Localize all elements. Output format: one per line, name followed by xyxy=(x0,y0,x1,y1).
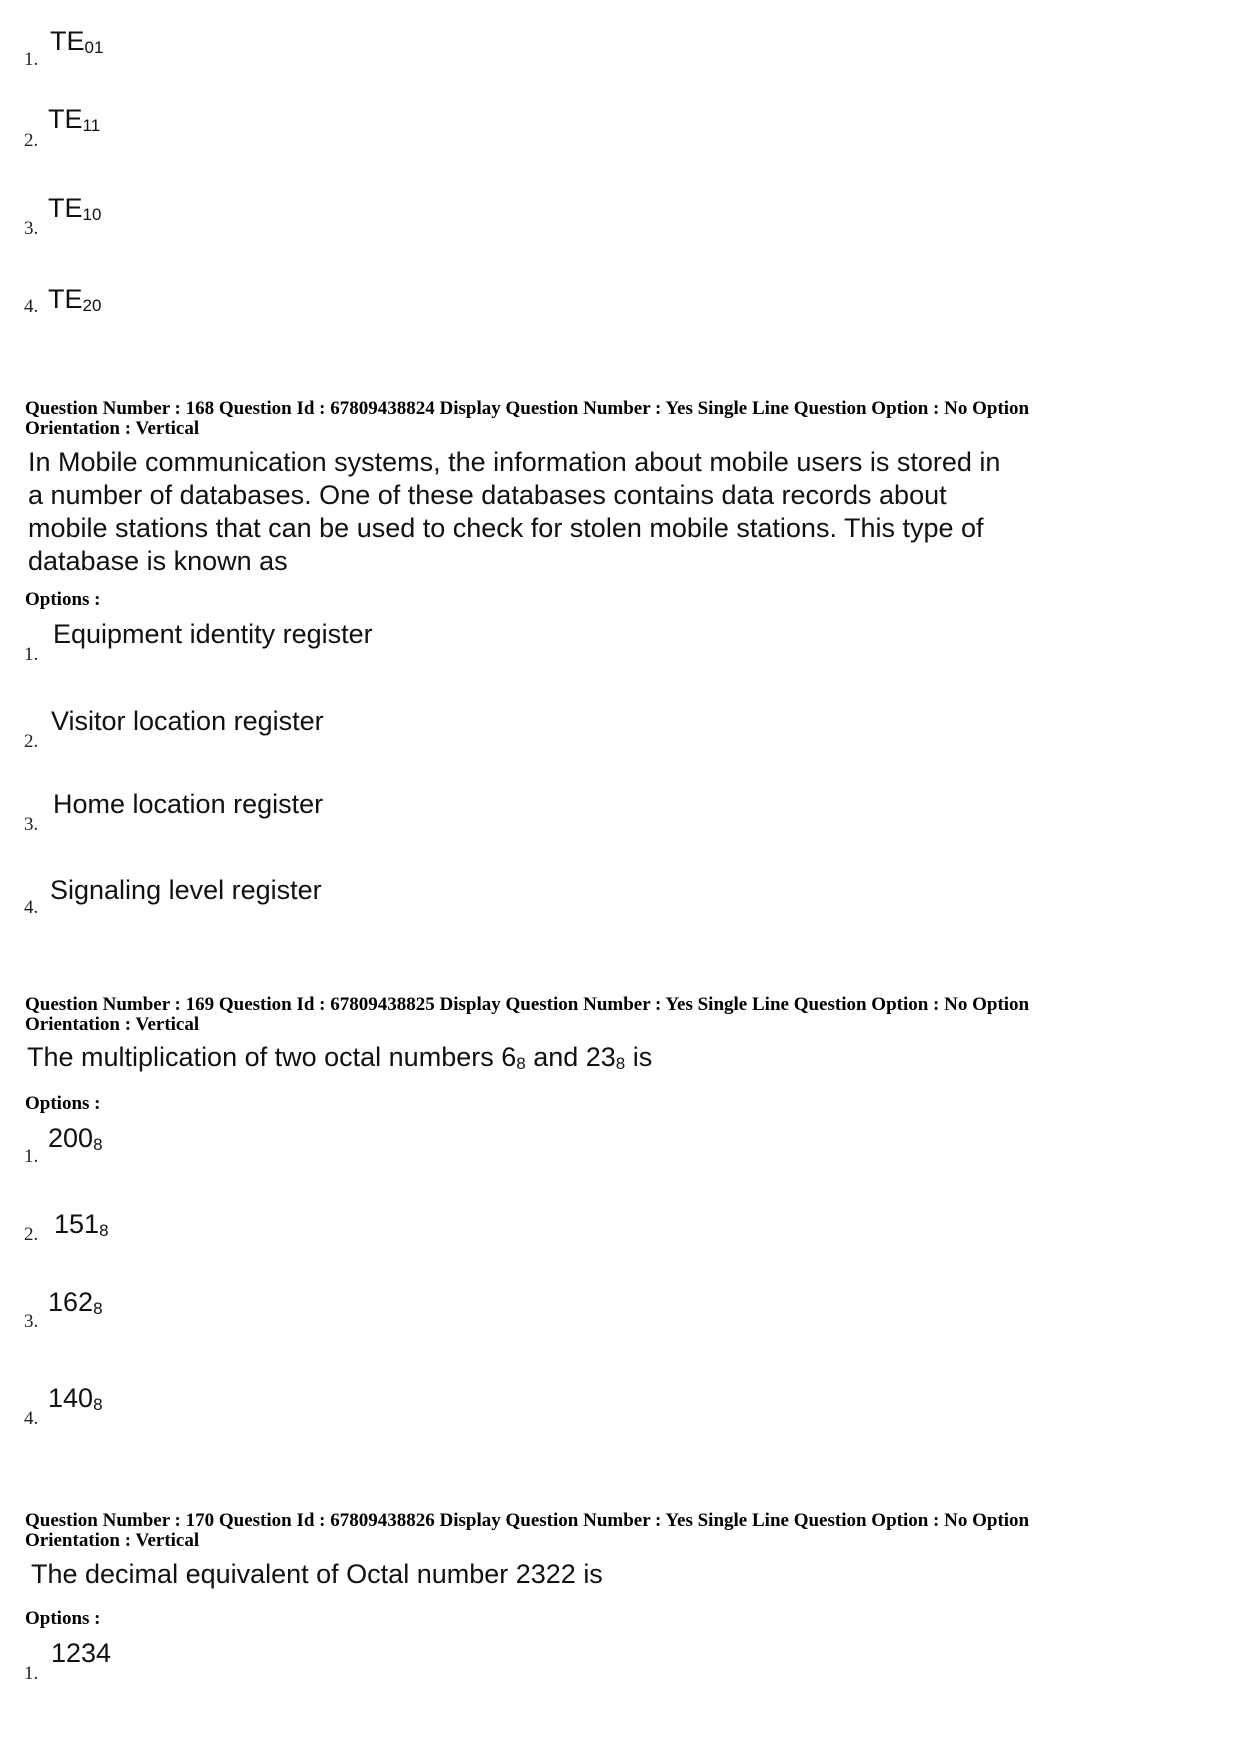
option-3[interactable]: Home location register xyxy=(53,789,324,819)
options-label: Options : xyxy=(25,589,101,610)
meta-line: Orientation : Vertical xyxy=(25,418,200,439)
question-meta xyxy=(25,399,1029,439)
question-text-line: database is known as xyxy=(28,546,288,576)
question-text-line: In Mobile communication systems, the information about mobile users is stored in xyxy=(28,447,1001,477)
option-number: 2. xyxy=(24,1224,39,1245)
question-meta xyxy=(25,995,1029,1035)
meta-line: Orientation : Vertical xyxy=(25,1530,200,1551)
question-text: The decimal equivalent of Octal number 2322 is xyxy=(31,1559,603,1589)
option-3[interactable] xyxy=(48,193,101,225)
option-number: 3. xyxy=(24,1311,39,1332)
option-1[interactable]: 1234 xyxy=(51,1638,112,1668)
option-2[interactable] xyxy=(54,1209,109,1241)
option-3[interactable] xyxy=(48,1287,103,1319)
question-meta xyxy=(25,1511,1029,1551)
subscript: 8 xyxy=(99,1221,109,1240)
question-text-part: and 23 xyxy=(525,1042,616,1072)
option-number: 1. xyxy=(24,1146,39,1167)
option-number: 4. xyxy=(24,1408,39,1429)
meta-line: Orientation : Vertical xyxy=(25,1014,200,1035)
option-4[interactable] xyxy=(48,284,101,316)
option-1[interactable] xyxy=(50,26,103,58)
option-text: TE xyxy=(48,104,83,134)
option-number: 1. xyxy=(24,644,39,665)
option-number: 1. xyxy=(24,49,39,70)
options-label: Options : xyxy=(25,1093,101,1114)
meta-line: Question Number : 170 Question Id : 67809438826 Display Question Number : Yes Single Line Question Option : No Option xyxy=(25,1510,1030,1531)
subscript: 01 xyxy=(84,38,104,57)
subscript: 8 xyxy=(93,1299,103,1318)
option-1[interactable] xyxy=(48,1123,103,1155)
meta-line: Question Number : 168 Question Id : 67809438824 Display Question Number : Yes Single Line Question Option : No Option xyxy=(25,398,1030,419)
option-text: 151 xyxy=(54,1209,100,1239)
option-number: 2. xyxy=(24,731,39,752)
option-2[interactable]: Visitor location register xyxy=(51,706,324,736)
subscript: 20 xyxy=(82,296,102,315)
question-text-line: mobile stations that can be used to check for stolen mobile stations. This type of xyxy=(28,513,984,543)
option-number: 4. xyxy=(24,897,39,918)
option-text: 140 xyxy=(48,1383,94,1413)
option-text: TE xyxy=(48,284,83,314)
option-4[interactable] xyxy=(48,1383,103,1415)
option-number: 4. xyxy=(24,296,39,317)
question-text-part: The multiplication of two octal numbers 6 xyxy=(27,1042,517,1072)
question-text-line: a number of databases. One of these databases contains data records about xyxy=(28,480,947,510)
option-number: 3. xyxy=(24,814,39,835)
question-text-part: is xyxy=(625,1042,653,1072)
subscript: 10 xyxy=(82,205,102,224)
subscript: 8 xyxy=(93,1395,103,1414)
subscript: 11 xyxy=(82,116,101,135)
meta-line: Question Number : 169 Question Id : 67809438825 Display Question Number : Yes Single Line Question Option : No Option xyxy=(25,994,1030,1015)
subscript: 8 xyxy=(93,1135,103,1154)
option-text: TE xyxy=(48,193,83,223)
option-1[interactable]: Equipment identity register xyxy=(53,619,373,649)
option-number: 2. xyxy=(24,130,39,151)
question-text xyxy=(27,1041,652,1080)
option-text: 162 xyxy=(48,1287,94,1317)
subscript: 8 xyxy=(516,1054,526,1073)
option-text: 200 xyxy=(48,1123,94,1153)
option-number: 3. xyxy=(24,218,39,239)
option-number: 1. xyxy=(24,1663,39,1684)
subscript: 8 xyxy=(615,1054,626,1073)
options-label: Options : xyxy=(25,1608,101,1629)
option-4[interactable]: Signaling level register xyxy=(50,875,322,905)
question-text xyxy=(28,446,1000,578)
option-2[interactable] xyxy=(48,104,100,136)
option-text: TE xyxy=(50,26,85,56)
